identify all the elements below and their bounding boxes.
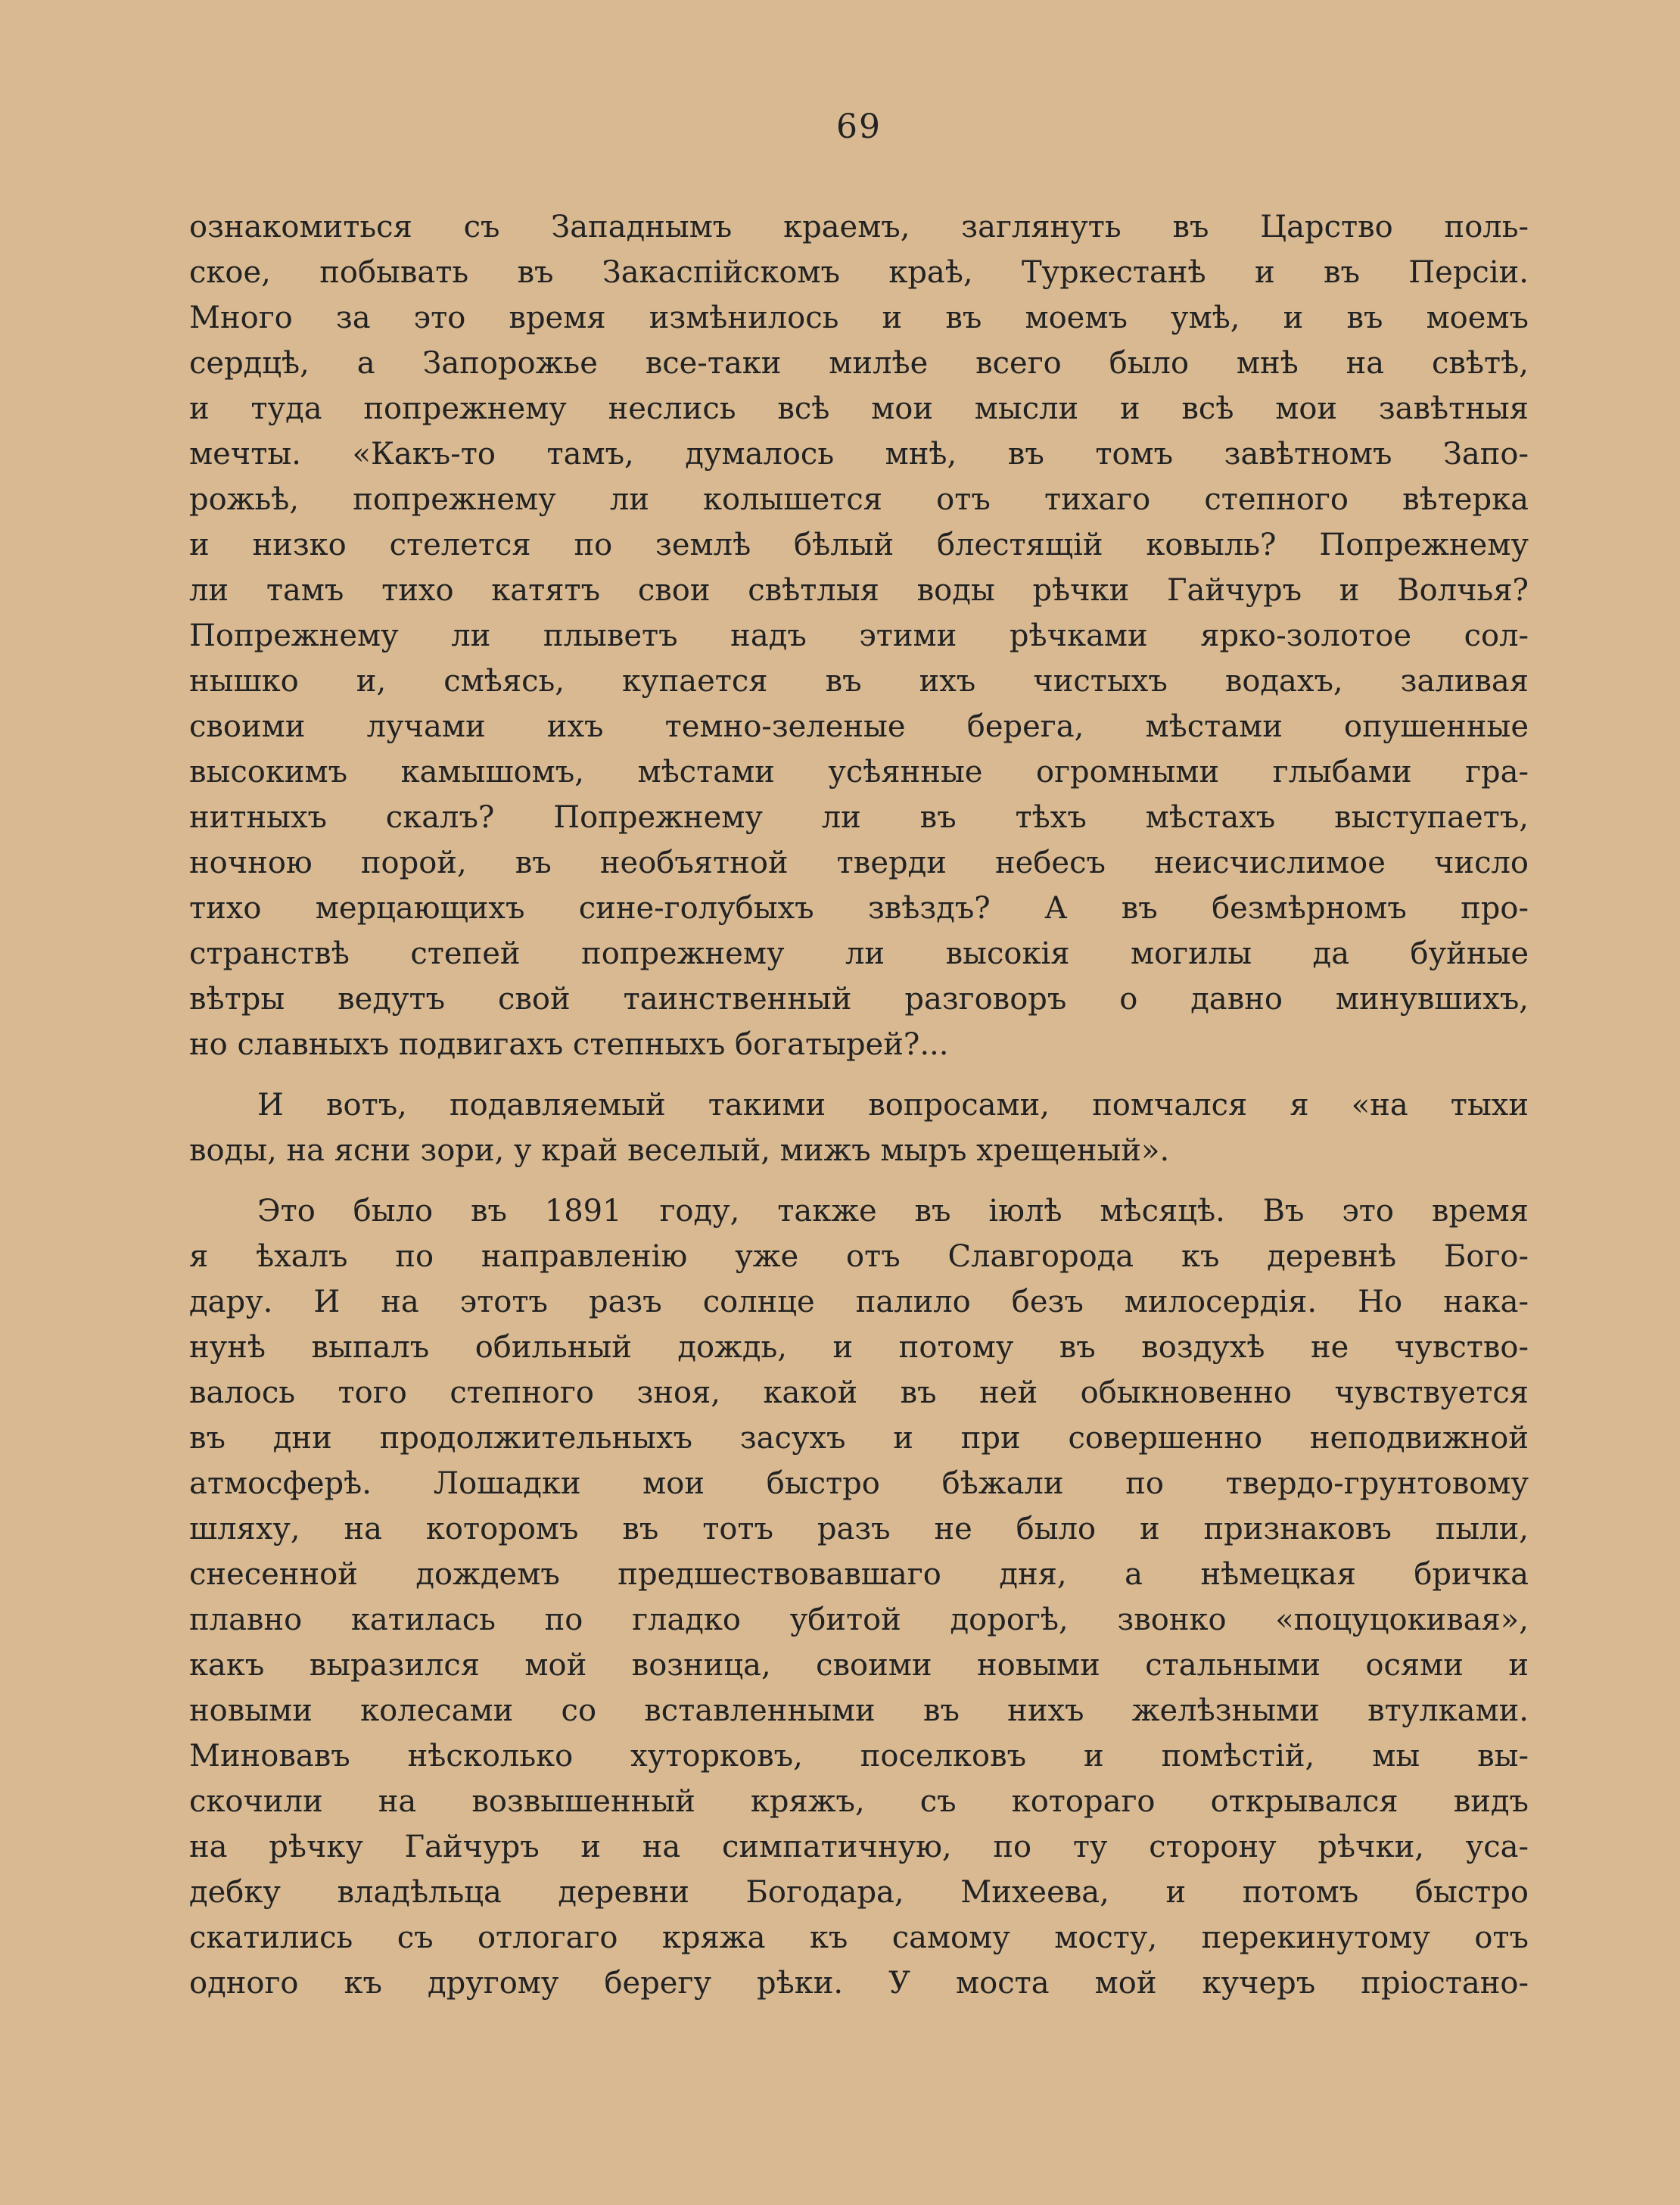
text-line: ли тамъ тихо катятъ свои свѣтлыя воды рѣчки Гайчуръ и Волчья? [189,573,1529,608]
paragraph-gap [189,1067,1529,1082]
text-line: и туда попрежнему неслись всѣ мои мысли и всѣ мои завѣтныя [189,391,1529,426]
text-line: я ѣхалъ по направленію уже отъ Славгорода къ деревнѣ Бого- [189,1239,1529,1274]
text-line: нышко и, смѣясь, купается въ ихъ чистыхъ водахъ, заливая [189,664,1529,699]
text-line: на рѣчку Гайчуръ и на симпатичную, по ту сторону рѣчки, уса- [189,1830,1529,1864]
text-line: ночною порой, въ необъятной тверди небесъ неисчислимое число [189,846,1529,880]
text-line: воды, на ясни зори, у край веселый, мижъ мыръ хрещеный». [189,1133,1170,1168]
text-line: своими лучами ихъ темно-зеленые берега, мѣстами опушенные [189,709,1529,744]
text-line: сердцѣ, а Запорожье все-таки милѣе всего было мнѣ на свѣтѣ, [189,346,1529,381]
text-line: но славныхъ подвигахъ степныхъ богатырей?... [189,1027,949,1062]
text-line: дару. И на этотъ разъ солнце палило безъ милосердія. Но нака- [189,1285,1529,1319]
text-line: ознакомиться съ Западнымъ краемъ, заглянуть въ Царство поль- [189,210,1529,244]
text-line: Это было въ 1891 году, также въ іюлѣ мѣсяцѣ. Въ это время [257,1194,1529,1229]
text-line: дебку владѣльца деревни Богодара, Михеева, и потомъ быстро [189,1875,1529,1910]
text-line: въ дни продолжительныхъ засухъ и при совершенно неподвижной [189,1421,1529,1456]
paragraph-1 [189,204,1529,1067]
text-line: Миновавъ нѣсколько хуторковъ, поселковъ и помѣстій, мы вы- [189,1739,1529,1774]
text-line: странствѣ степей попрежнему ли высокія могилы да буйные [189,936,1529,971]
paragraph-2 [189,1082,1529,1173]
text-line: Много за это время измѣнилось и въ моемъ умѣ, и въ моемъ [189,301,1529,335]
text-line: одного къ другому берегу рѣки. У моста мой кучеръ пріостано- [189,1966,1529,2001]
text-line: И вотъ, подавляемый такими вопросами, помчался я «на тыхи [257,1088,1529,1123]
text-line: высокимъ камышомъ, мѣстами усѣянные огромными глыбами гра- [189,755,1529,790]
text-line: атмосферѣ. Лошадки мои быстро бѣжали по твердо-грунтовому [189,1466,1529,1501]
text-line: валось того степного зноя, какой въ ней обыкновенно чувствуется [189,1375,1529,1410]
text-line: новыми колесами со вставленными въ нихъ желѣзными втулками. [189,1693,1529,1728]
text-line: вѣтры ведутъ свой таинственный разговоръ о давно минувшихъ, [189,982,1529,1017]
paragraph-gap [189,1173,1529,1188]
book-page [189,106,1529,2006]
text-line: мечты. «Какъ-то тамъ, думалось мнѣ, въ томъ завѣтномъ Запо- [189,437,1529,472]
text-line: скочили на возвышенный кряжъ, съ котораго открывался видъ [189,1784,1529,1819]
text-line: скатились съ отлогаго кряжа къ самому мосту, перекинутому отъ [189,1920,1529,1955]
text-line: шляху, на которомъ въ тотъ разъ не было и признаковъ пыли, [189,1512,1529,1546]
text-line: и низко стелется по землѣ бѣлый блестящій ковыль? Попрежнему [189,528,1529,562]
text-line: Попрежнему ли плыветъ надъ этими рѣчками ярко-золотое сол- [189,618,1529,653]
text-line: какъ выразился мой возница, своими новыми стальными осями и [189,1648,1529,1683]
text-line: нунѣ выпалъ обильный дождь, и потому въ воздухѣ не чувство- [189,1330,1529,1365]
text-line: плавно катилась по гладко убитой дорогѣ, звонко «поцуцокивая», [189,1602,1529,1637]
text-line: снесенной дождемъ предшествовавшаго дня, а нѣмецкая бричка [189,1557,1529,1592]
text-line: рожьѣ, попрежнему ли колышется отъ тихаго степного вѣтерка [189,482,1529,517]
paragraph-3 [189,1188,1529,2006]
text-line: тихо мерцающихъ сине-голубыхъ звѣздъ? А въ безмѣрномъ про- [189,891,1529,926]
text-line: ское, побывать въ Закаспійскомъ краѣ, Туркестанѣ и въ Персіи. [189,255,1529,290]
text-line: нитныхъ скалъ? Попрежнему ли въ тѣхъ мѣстахъ выступаетъ, [189,800,1529,835]
page-number: 69 [836,107,882,146]
